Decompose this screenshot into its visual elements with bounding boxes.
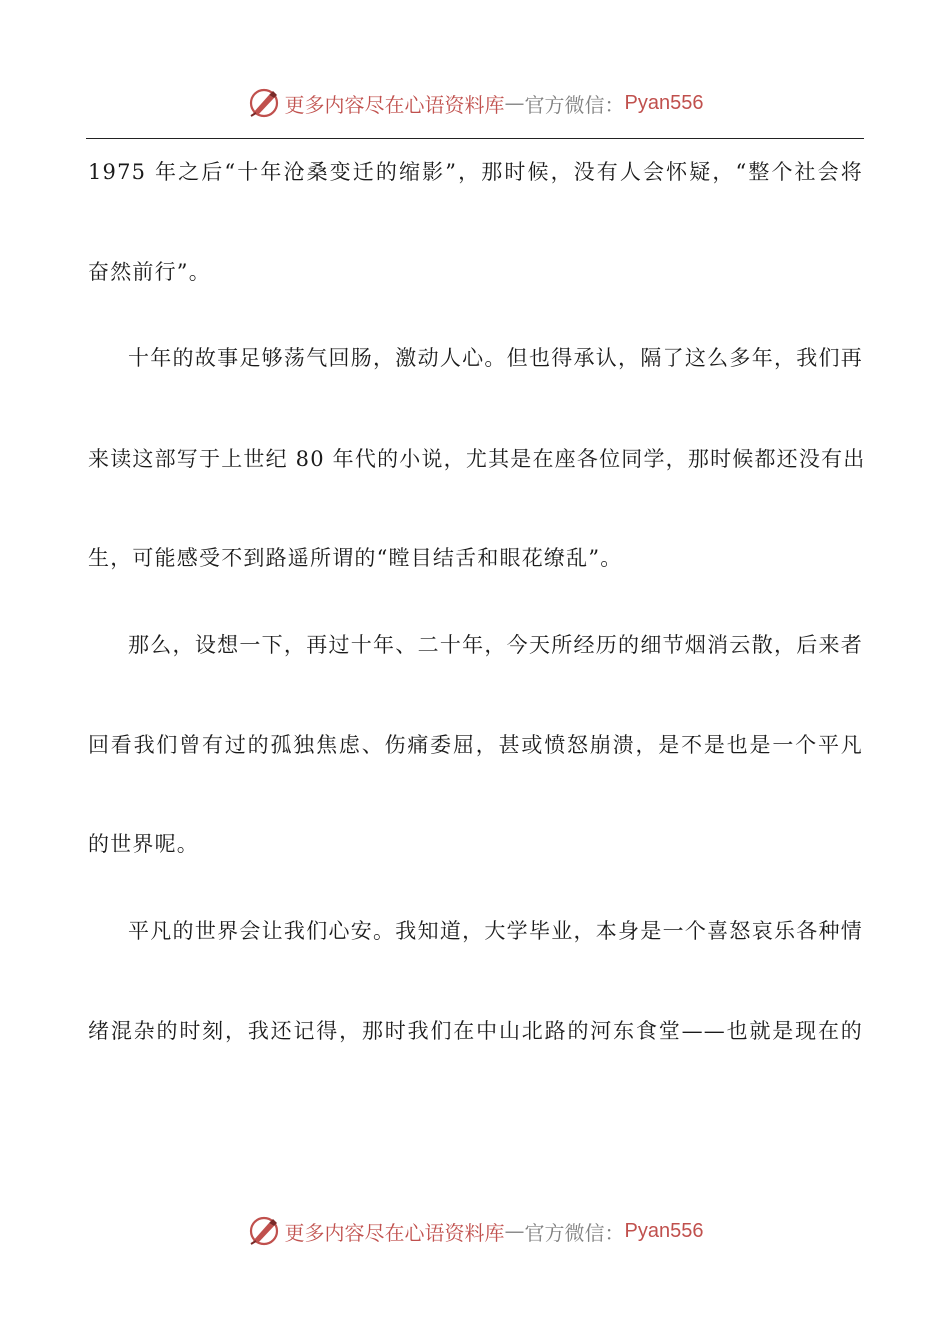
body-line-6: 那么，设想一下，再过十年、二十年，今天所经历的细节烟消云散，后来者 bbox=[128, 633, 863, 657]
body-line-8: 的世界呢。 bbox=[88, 832, 199, 856]
body-line-9: 平凡的世界会让我们心安。我知道，大学毕业，本身是一个喜怒哀乐各种情 bbox=[128, 919, 863, 943]
footer-banner bbox=[0, 1211, 950, 1251]
header-separator: — bbox=[504, 91, 525, 115]
pen-nib-logo-icon bbox=[247, 86, 281, 120]
header-banner bbox=[0, 83, 950, 123]
footer-brand-text: 更多内容尽在心语资料库 bbox=[284, 1220, 505, 1245]
header-divider bbox=[86, 138, 864, 139]
body-line-4: 来读这部写于上世纪 80 年代的小说，尤其是在座各位同学，那时候都还没有出 bbox=[88, 447, 866, 471]
body-line-5: 生，可能感受不到路遥所谓的“瞠目结舌和眼花缭乱”。 bbox=[88, 546, 623, 570]
footer-wechat-label: 官方微信： bbox=[524, 1220, 625, 1245]
pen-nib-logo-icon bbox=[247, 1214, 281, 1248]
body-line-7: 回看我们曾有过的孤独焦虑、伤痛委屈，甚或愤怒崩溃，是不是也是一个平凡 bbox=[88, 733, 863, 757]
body-line-10: 绪混杂的时刻，我还记得，那时我们在中山北路的河东食堂——也就是现在的 bbox=[88, 1019, 863, 1043]
body-line-1: 1975 年之后“十年沧桑变迁的缩影”，那时候，没有人会怀疑，“整个社会将 bbox=[88, 160, 863, 184]
footer-wechat-id: Pyan556 bbox=[624, 1219, 704, 1242]
header-wechat-id: Pyan556 bbox=[624, 91, 704, 114]
body-line-3: 十年的故事足够荡气回肠，激动人心。但也得承认，隔了这么多年，我们再 bbox=[128, 346, 863, 370]
header-brand-text: 更多内容尽在心语资料库 bbox=[284, 92, 505, 117]
header-wechat-label: 官方微信： bbox=[524, 92, 625, 117]
body-line-2: 奋然前行”。 bbox=[88, 260, 211, 284]
footer-separator: — bbox=[504, 1219, 525, 1243]
